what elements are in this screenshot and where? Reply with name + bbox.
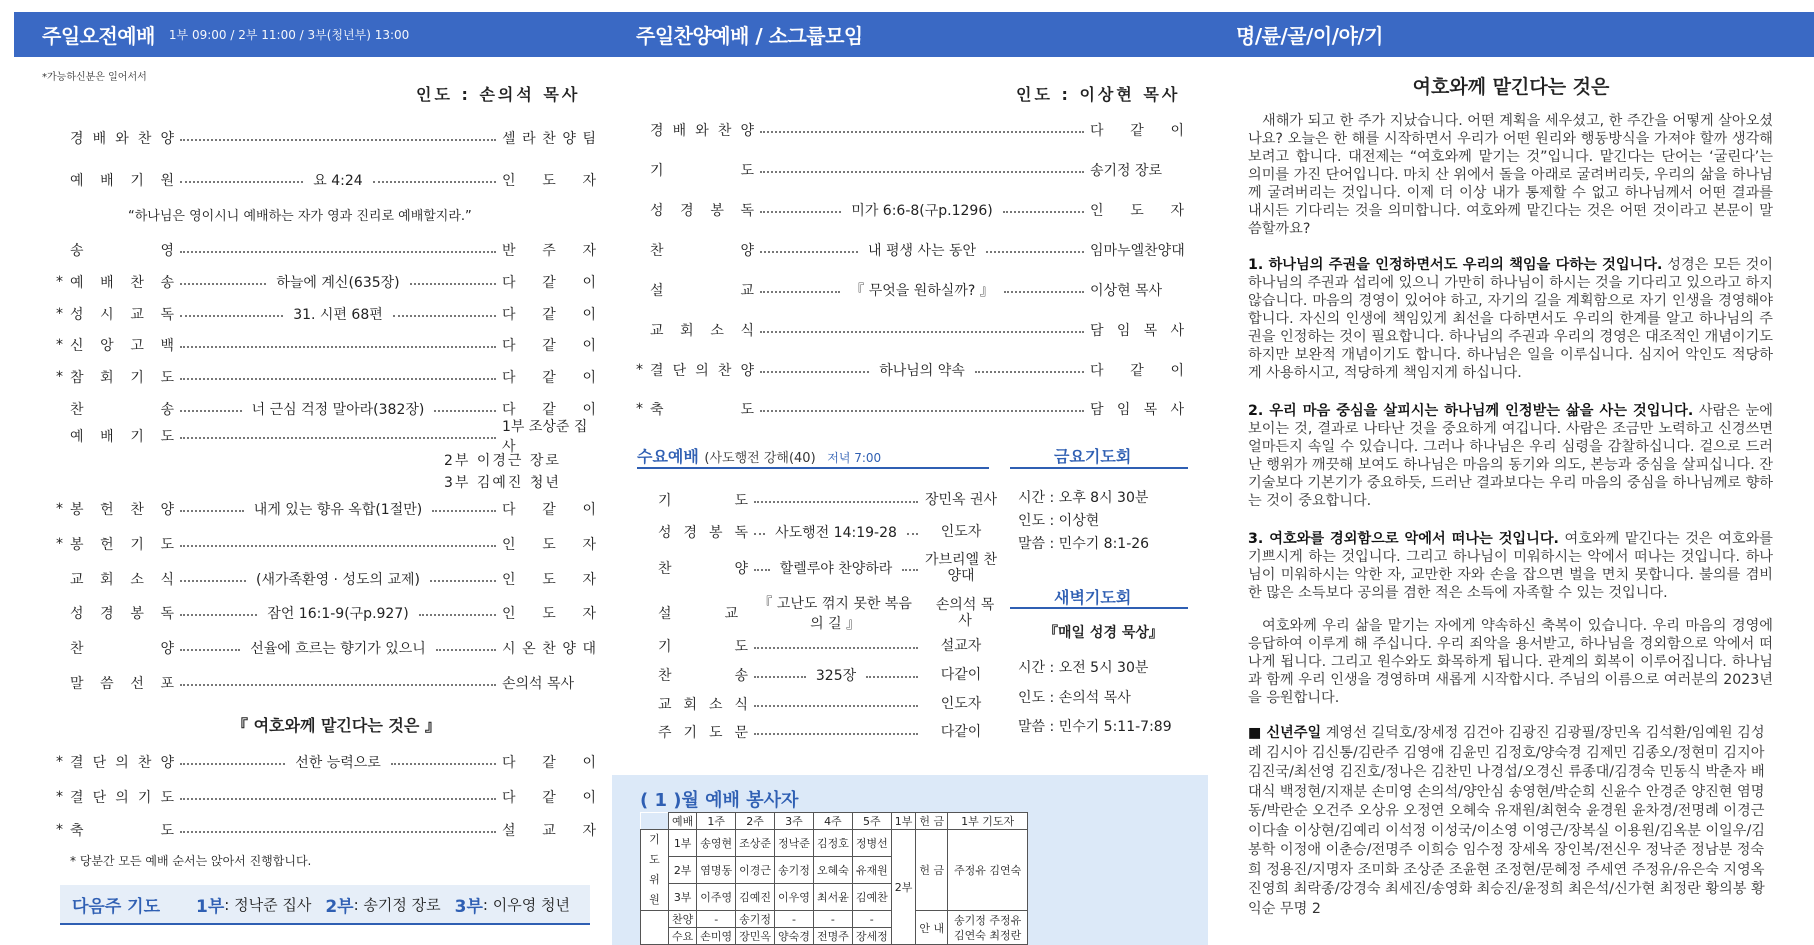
leader-dots (391, 763, 496, 765)
order-item (56, 333, 596, 357)
evening-leader: 인도 : 이상현 목사 (1016, 85, 1181, 104)
order-label: 결 단 의 찬 양 (70, 755, 174, 771)
order-item (56, 126, 596, 150)
new-year-offering-names (1248, 724, 1773, 919)
order-person: 다 같 이 (502, 275, 596, 291)
order-label: 교 회 소 식 (70, 572, 174, 588)
next-p2-value: : 송기정 장로 (353, 895, 441, 914)
table-cell: 염명동 (697, 857, 736, 884)
order-item (56, 497, 596, 521)
next-p3-label: 3부 (454, 896, 483, 917)
leader-dots (436, 649, 496, 651)
order-person: 인 도 자 (502, 537, 596, 553)
table-cell: 김예진 (736, 884, 775, 911)
part2-label: 2부 (891, 830, 916, 945)
order-item (636, 238, 1184, 262)
order-label: 찬 송 (658, 668, 748, 684)
table-cell: 이우영 (775, 884, 814, 911)
order-label: 찬 양 (658, 561, 748, 577)
wednesday-item (658, 663, 998, 687)
standing-marker: * (56, 501, 63, 517)
leader-dots (760, 291, 840, 293)
leader-dots (373, 181, 496, 183)
offering-names: 주정유 김연숙 (948, 830, 1028, 911)
leader-dots (180, 283, 266, 285)
friday-time: 시간 : 오후 8시 30분 (1018, 490, 1149, 506)
seating-footnote: * 당분간 모든 예배 순서는 앉아서 진행합니다. (70, 854, 312, 868)
next-p1-label: 1부 (196, 896, 225, 917)
wednesday-series: (사도행전 강해(40) (704, 451, 816, 466)
order-person: 다 같 이 (502, 755, 597, 771)
table-header: 예배 (669, 813, 697, 830)
order-label: 예 배 기 원 (70, 173, 174, 189)
order-detail: 미가 6:6-8(구p.1296) (851, 203, 993, 219)
standing-marker: * (56, 369, 63, 385)
table-header: 2주 (736, 813, 775, 830)
table-header: 1주 (697, 813, 736, 830)
order-label: 결 단 의 찬 양 (650, 363, 754, 379)
order-person: 손의석 목사 (935, 597, 995, 629)
leader-dots (760, 251, 858, 253)
order-detail: 요 4:24 (313, 173, 363, 189)
table-cell: - (852, 911, 891, 928)
order-detail: 내게 있는 향유 옥합(1절만) (253, 502, 423, 518)
morning-worship-header (14, 12, 608, 57)
order-label: 말 씀 선 포 (70, 676, 174, 692)
order-person: 송기정 장로 (1090, 163, 1163, 179)
standing-marker: * (56, 789, 63, 805)
table-cell: 1부 (669, 830, 697, 857)
table-cell: 찬양 (669, 911, 697, 928)
leader-dots (180, 763, 285, 765)
order-person: 1부 조상준 집사 (502, 419, 588, 455)
next-p1-value: : 정낙준 집사 (224, 895, 312, 914)
evening-worship-title: 주일찬양예배 / 소그룹모임 (636, 24, 863, 48)
order-item (56, 168, 596, 192)
order-label: 찬 송 (70, 402, 174, 418)
leader-dots (754, 647, 918, 649)
table-cell: 양숙경 (775, 928, 814, 945)
order-person: 셀 라 찬 양 팀 (502, 131, 596, 147)
leader-dots (180, 684, 496, 686)
order-label: 예 배 기 도 (70, 429, 174, 445)
leader-dots (180, 378, 496, 380)
table-corner (641, 813, 669, 830)
dawn-time: 시간 : 오전 5시 30분 (1018, 660, 1149, 676)
table-cell: 송기정 (775, 857, 814, 884)
offering-label: 헌 금 (916, 830, 948, 911)
order-person: 다 같 이 (1090, 363, 1185, 379)
morning-sermon-title: 『 여호와께 맡긴다는 것은 』 (232, 716, 441, 735)
table-cell: 전명주 (813, 928, 852, 945)
standing-marker: * (56, 274, 63, 290)
leader-dots (1004, 291, 1084, 293)
prayer-committee-label: 기도 위원 (641, 830, 669, 911)
order-person: 인도자 (940, 524, 982, 540)
order-detail: 하나님의 약속 (879, 363, 965, 379)
standing-marker: * (56, 306, 63, 322)
friday-prayer-title: 금요기도회 (1054, 447, 1132, 466)
leader-dots (754, 569, 770, 571)
order-label: 경 배 와 찬 양 (70, 131, 174, 147)
order-label: 송 영 (70, 243, 174, 259)
table-cell: 손미영 (697, 928, 736, 945)
wednesday-item (658, 634, 998, 658)
table-cell: 오혜숙 (813, 857, 852, 884)
point-1-heading: 1. 하나님의 주권을 인정하면서도 우리의 책임을 다하는 것입니다. (1248, 257, 1663, 273)
dawn-prayer-title: 새벽기도회 (1054, 588, 1132, 607)
order-item (636, 318, 1184, 342)
standing-marker: * (56, 337, 63, 353)
order-person: 인 도 자 (502, 572, 596, 588)
order-item (56, 567, 596, 591)
article-point-2 (1248, 402, 1773, 510)
church-story-header (1208, 12, 1814, 57)
order-label: 주 기 도 문 (658, 725, 748, 741)
article-point-1 (1248, 256, 1773, 382)
order-label: 설 교 (658, 606, 739, 622)
wednesday-item (658, 692, 998, 716)
leader-dots (180, 181, 303, 183)
leader-dots (754, 705, 918, 707)
standing-marker: * (56, 754, 63, 770)
order-person: 다 같 이 (502, 307, 596, 323)
next-p2-label: 2부 (325, 896, 354, 917)
friday-leader: 인도 : 이상현 (1018, 513, 1100, 529)
order-label: 성 시 교 독 (70, 307, 174, 323)
table-header: 1부 기도자 (948, 813, 1028, 830)
wednesday-item (658, 488, 998, 512)
table-cell: - (697, 911, 736, 928)
leader-dots (180, 315, 283, 317)
point-3-heading: 3. 여호와를 경외함으로 악에서 떠나는 것입니다. (1248, 531, 1559, 547)
order-person: 인도자 (940, 696, 982, 712)
table-cell: 정병선 (852, 830, 891, 857)
article-intro: 새해가 되고 한 주가 지났습니다. 어떤 계획을 세우셨고, 한 주간을 어떻게 살아오셨나요? 오늘은 한 해를 시작하면서 우리가 어떤 원리와 행동방식을 가져야 할까 생각해보려고 합니다. 대전제는 “여호와께 맡기는 것”입니다. 맡긴다는 단어는 ‘굴린다’는 의미를 가진 단어입니다. 마치 산 위에서 돌을 아래로 굴려버리듯, 우리의 삶을 하나님께 굴려버리는 것입니다. 이제 더 이상 내가 통제할 수 없고 하나님께서 어떤 결과를 내시든 기다리는 것을 의미합니다. 여호와께 맡긴다는 것은 어떤 것이라고 본문이 말씀할까요? (1248, 113, 1773, 237)
point-2-body: 사람은 눈에 보이는 것, 결과로 나타난 것을 중요하게 여깁니다. 사람은 조금만 노력하고 신경쓰면 얼마든지 속일 수 있습니다. 그러나 하나님은 우리 심령을 감찰하십니다. 겉으로 드러난 행위가 깨끗해 보여도 하나님은 마음의 동기와 의도, 본능과 중심을 살피십니다. 잔기술보다 기본기가 중요하듯, 드러난 결과보다는 우리 마음의 중심을 하나님께로 향하는 것이 중요합니다. (1248, 403, 1774, 509)
leader-dots (754, 501, 918, 503)
order-person: 다 같 이 (502, 370, 596, 386)
invocation-quote: “하나님은 영이시니 예배하는 자가 영과 진리로 예배할지라.” (128, 209, 472, 224)
names-list: 계영선 길덕호/장세정 김건아 김광진 김광필/장민옥 김석환/임예원 김성례 김시아 김신통/김란주 김영애 김윤민 김정호/양숙경 김제민 김종오/정현미 김지아 김진국/최선영 김진호/정나은 김찬민 나경섭/오경신 류종대/김경숙 민동식 박춘자 배대식 백정현/지재분 손미영 손의석/양안심 송영현/박순희 신윤수 안경준 양진현 염명동/박란순 오건주 오상유 오정연 오혜숙 유재원/최현숙 윤경원 윤차경/전명례 이경근 이다솔 이상현/김예리 이석정 이성국/이소영 이영근/장복실 이용원/김옥분 이일우/김봉학 이정애 이춘승/전명주 이희승 임수정 장세옥 장인복/전신우 정낙준 정남분 정숙희 정용진/지명자 조미화 조상준 조윤현 조정현/문혜정 주세연 주정유/유은숙 지영옥 진영희 최락종/강경숙 최세진/송영화 최승진/윤정희 최은석/신가현 최정란 황의봉 황익순 무명 2 (1248, 725, 1765, 917)
order-person: 다 같 이 (502, 338, 596, 354)
leader-dots (975, 371, 1084, 373)
order-item (56, 302, 596, 326)
morning-leader: 인도 : 손의석 목사 (416, 85, 581, 104)
leader-dots (986, 251, 1084, 253)
order-person: 담 임 목 사 (1090, 323, 1184, 339)
wednesday-item (658, 520, 998, 544)
standing-marker: * (636, 362, 643, 378)
wednesday-item (658, 552, 998, 584)
order-detail: 하늘에 계신(635장) (276, 275, 400, 291)
order-label: 설 교 (650, 283, 754, 299)
order-person: 인 도 자 (502, 173, 597, 189)
order-label: 성 경 봉 독 (650, 203, 754, 219)
leader-dots (760, 410, 1084, 412)
order-label: 봉 헌 찬 양 (70, 502, 174, 518)
dawn-subtitle: 『매일 성경 묵상』 (1044, 625, 1163, 641)
leader-dots (180, 437, 496, 439)
table-cell (641, 911, 669, 945)
order-item (56, 671, 596, 695)
order-item (636, 397, 1184, 421)
wednesday-time: 저녁 7:00 (827, 451, 882, 465)
leader-dots (180, 251, 496, 253)
leader-dots (180, 580, 246, 582)
order-detail: 잠언 16:1-9(구p.927) (267, 606, 409, 622)
table-cell: 이경근 (736, 857, 775, 884)
table-header: 4주 (813, 813, 852, 830)
order-person: 시 온 찬 양 대 (502, 641, 596, 657)
volunteers-table (640, 812, 1028, 945)
standing-marker: * (636, 401, 643, 417)
prayer-3rd (444, 470, 594, 494)
order-detail: 선율에 흐르는 향기가 있으니 (250, 641, 426, 657)
standing-marker: * (56, 536, 63, 552)
leader-dots (907, 533, 918, 535)
order-person: 담 임 목 사 (1090, 402, 1184, 418)
order-detail: 325장 (815, 668, 857, 684)
table-cell: 송영현 (697, 830, 736, 857)
names-label: ■ 신년주일 (1248, 725, 1322, 741)
friday-divider (1010, 467, 1188, 469)
order-item (636, 198, 1184, 222)
order-person: 다 같 이 (502, 402, 596, 418)
order-item (56, 270, 596, 294)
order-person: 다 같 이 (502, 790, 596, 806)
order-label: 결 단 의 기 도 (70, 790, 174, 806)
order-item (636, 358, 1184, 382)
morning-worship-times: 1부 09:00 / 2부 11:00 / 3부(청년부) 13:00 (168, 28, 410, 42)
order-label: 교 회 소 식 (650, 323, 754, 339)
order-person: 다 같 이 (1090, 123, 1184, 139)
table-cell: 2부 (669, 857, 697, 884)
order-item (56, 365, 596, 389)
order-item (636, 158, 1184, 182)
leader-dots (760, 371, 869, 373)
leader-dots (430, 580, 496, 582)
leader-dots (180, 410, 242, 412)
table-row (641, 830, 1028, 857)
order-person: 인 도 자 (502, 606, 596, 622)
order-detail: (새가족환영 · 성도의 교제) (256, 572, 420, 588)
leader-dots (180, 139, 496, 141)
table-cell: - (813, 911, 852, 928)
leader-dots (180, 831, 496, 833)
order-label: 교 회 소 식 (658, 697, 748, 713)
table-cell: 유재원 (852, 857, 891, 884)
order-detail: 『 무엇을 원하실까? 』 (850, 283, 994, 299)
point-1-body: 성경은 모든 것이 하나님의 주권과 섭리에 있으니 가만히 하나님이 하시는 것을 기다리고 있으라고 하지 않습니다. 마음의 경영이 있어야 하고, 자기의 길을 계획함으로 자기 인생을 경영해야 합니다. 자신의 인생에 책임있게 최선을 다하면서도 우리의 한계를 알고 하나님의 주권을 인정하는 것이 필요합니다. 하나님의 주권과 우리의 경영은 대조적인 개념이기도 하지만 보완적 개념이기도 합니다. 하나님은 일을 이루십니다. 심지어 악인도 적당하게 사용하시고, 적당하게 책임지게 하십니다. (1248, 257, 1774, 381)
wednesday-item (658, 720, 998, 744)
standing-marker: * (56, 822, 63, 838)
next-week-prayer-label: 다음주 기도 (72, 896, 161, 917)
order-item (56, 532, 596, 556)
volunteers-head-row (641, 813, 1028, 830)
order-label: 신 앙 고 백 (70, 338, 174, 354)
table-cell: 이주영 (697, 884, 736, 911)
table-cell: 최서윤 (813, 884, 852, 911)
order-item (56, 238, 596, 262)
leader-dots (760, 171, 1084, 173)
order-person: 임 마 누 엘 찬 양 대 (1090, 243, 1185, 259)
order-person: 장민옥 권사 (924, 492, 998, 508)
leader-dots (419, 614, 496, 616)
evening-worship-header (608, 12, 1208, 57)
prayer-2nd (444, 448, 594, 472)
order-item (56, 601, 596, 625)
order-person: 가브리엘 찬양대 (924, 552, 998, 584)
order-person: 다같이 (940, 667, 982, 683)
order-detail: 사도행전 14:19-28 (775, 525, 897, 541)
table-cell: 장세정 (852, 928, 891, 945)
leader-dots (410, 283, 496, 285)
wednesday-title-text: 수요예배 (637, 447, 699, 466)
guide-label: 안 내 (916, 911, 948, 945)
table-header: 5주 (852, 813, 891, 830)
table-row (641, 911, 1028, 928)
dawn-leader: 인도 : 손의석 목사 (1018, 690, 1131, 706)
order-person: 다 같 이 (502, 502, 597, 518)
order-item (636, 278, 1184, 302)
leader-dots (434, 410, 496, 412)
order-label: 찬 양 (650, 243, 754, 259)
table-header: 3주 (775, 813, 814, 830)
guide-names: 송기정 주정유 김연숙 최정란 (948, 911, 1028, 945)
order-label: 축 도 (70, 823, 174, 839)
order-label: 기 도 (658, 639, 748, 655)
church-story-title: 명/륜/골/이/야/기 (1236, 24, 1383, 48)
friday-word: 말씀 : 민수기 8:1-26 (1018, 536, 1150, 552)
order-person: 손의석 목사 (502, 676, 575, 692)
leader-dots (432, 510, 496, 512)
order-label: 성 경 봉 독 (70, 606, 174, 622)
article-outro: 여호와께 우리 삶을 맡기는 자에게 약속하신 축복이 있습니다. 우리 마음의 경영에 응답하여 이루게 해 주십니다. 우리 죄악을 용서받고, 하나님을 경외함으로 악에서 떠나게 됩니다. 그리고 원수와도 화목하게 됩니다. 관계의 회복이 이루어집니다. 하나님과 함께 우리 인생을 경영하며 새롭게 시작합시다. 주님의 이름으로 여러분의 2023년을 응원합니다. (1248, 618, 1773, 706)
order-detail: 내 평생 사는 동안 (867, 243, 977, 259)
wednesday-service-title (637, 444, 881, 467)
order-item (56, 785, 596, 809)
order-label: 축 도 (650, 402, 754, 418)
next-week-prayer-bar (60, 885, 590, 925)
order-label: 경 배 와 찬 양 (650, 123, 754, 139)
order-label: 성 경 봉 독 (658, 525, 748, 541)
leader-dots (754, 533, 765, 535)
leader-dots (754, 733, 918, 735)
leader-dots (180, 346, 496, 348)
article-point-3 (1248, 530, 1773, 602)
leader-dots (754, 676, 806, 678)
order-item (56, 636, 596, 660)
leader-dots (393, 315, 496, 317)
leader-dots (760, 131, 1084, 133)
table-cell: 수요 (669, 928, 697, 945)
leader-dots (760, 211, 841, 213)
order-label: 기 도 (650, 163, 754, 179)
order-detail: 선한 능력으로 (295, 755, 381, 771)
next-p3-value: : 이우영 청년 (482, 895, 570, 914)
table-cell: 3부 (669, 884, 697, 911)
order-detail: 너 근심 걱정 말아라(382장) (251, 402, 425, 418)
order-person: 반 주 자 (502, 243, 596, 259)
leader-dots (760, 331, 1084, 333)
leader-dots (866, 676, 918, 678)
point-2-heading: 2. 우리 마음 중심을 살피시는 하나님께 인정받는 삶을 사는 것입니다. (1248, 403, 1694, 419)
point-3-body: 여호와께 맡긴다는 것은 여호와를 기쁘시게 하는 것입니다. 그리고 하나님이 미워하시는 악에서 떠나는 것입니다. 하나님이 미워하시는 악한 자, 교만한 자와 손을 잡으면 벌을 면치 못합니다. 불의를 겸비한 많은 소득보다 공의를 겸한 적은 소득에 자족할 수 있는 것입니다. (1248, 531, 1773, 601)
article-title: 여호와께 맡긴다는 것은 (1412, 76, 1610, 98)
prayer-2nd-text: 2부 이경근 장로 (444, 453, 561, 469)
leader-dots (180, 545, 496, 547)
order-person: 이상현 목사 (1090, 283, 1163, 299)
dawn-divider (1010, 607, 1188, 609)
leader-dots (902, 569, 918, 571)
prayer-3rd-text: 3부 김예진 청년 (444, 475, 561, 491)
leader-dots (180, 510, 244, 512)
order-detail: 31. 시편 68편 (293, 307, 383, 323)
order-label: 찬 양 (70, 641, 174, 657)
table-cell: 김정호 (813, 830, 852, 857)
table-header: 1부 (891, 813, 916, 830)
order-item (56, 818, 596, 842)
order-detail: 『 고난도 꺾지 못한 복음의 길 』 (758, 596, 912, 632)
table-cell: 송기정 (736, 911, 775, 928)
volunteers-title: ( 1 )월 예배 봉사자 (640, 790, 799, 811)
wednesday-item (658, 596, 998, 632)
table-cell: 정낙준 (775, 830, 814, 857)
leader-dots (180, 614, 257, 616)
order-label: 예 배 찬 송 (70, 275, 174, 291)
order-label: 봉 헌 기 도 (70, 537, 174, 553)
dawn-word: 말씀 : 민수기 5:11-7:89 (1018, 719, 1172, 735)
order-label: 참 회 기 도 (70, 370, 174, 386)
order-label: 기 도 (658, 493, 748, 509)
order-person: 설 교 자 (502, 823, 596, 839)
table-header: 헌 금 (916, 813, 948, 830)
order-detail: 할렐루야 찬양하라 (779, 561, 893, 577)
order-person: 인 도 자 (1090, 203, 1184, 219)
standing-note: *가능하신분은 일어서서 (42, 72, 147, 83)
table-cell: 조상준 (736, 830, 775, 857)
morning-worship-title: 주일오전예배 (42, 24, 155, 48)
order-person: 설교자 (940, 638, 982, 654)
table-cell: 김예찬 (852, 884, 891, 911)
order-item (56, 750, 596, 774)
table-cell: - (775, 911, 814, 928)
order-person: 다같이 (940, 724, 982, 740)
leader-dots (180, 798, 496, 800)
order-item (56, 419, 596, 455)
table-cell: 장민옥 (736, 928, 775, 945)
wednesday-divider (637, 467, 989, 469)
leader-dots (1003, 211, 1084, 213)
order-item (636, 118, 1184, 142)
leader-dots (180, 649, 240, 651)
